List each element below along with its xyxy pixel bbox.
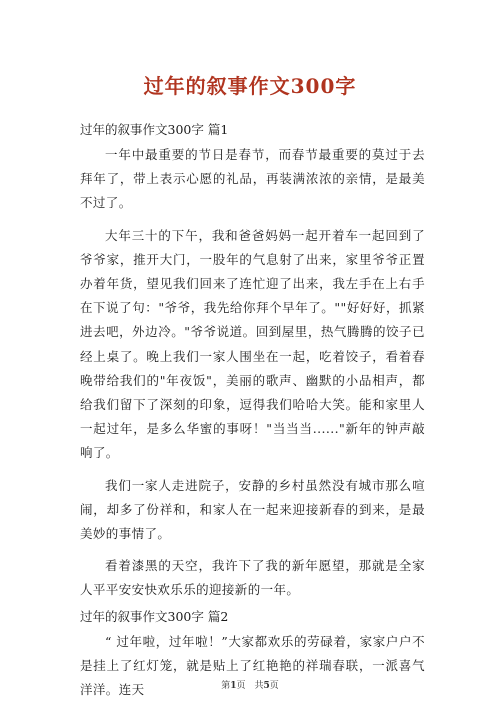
paragraph: “ 过年啦，过年啦！”大家都欢乐的劳碌着，家家户户不是挂上了红灯笼，就是贴上了红艳艳的祥瑞春联，一派喜气洋洋。连天 (80, 633, 425, 698)
section-heading-1: 过年的叙事作文300字 篇1 (80, 122, 229, 137)
document-title: 过年的叙事作文300字 (143, 74, 357, 98)
footer-prefix: 第 (221, 681, 231, 691)
paragraph: 看着漆黑的天空，我许下了我的新年愿望，那就是全家人平平安安快欢乐乐的迎接新的一年。 (80, 558, 425, 598)
paragraph: 一年中最重要的节日是春节，而春节最重要的莫过于去拜年了，带上表示心愿的礼品，再装满浓浓的亲情，是最美不过了。 (80, 147, 425, 211)
footer-middle: 页 共 (236, 681, 264, 691)
paragraph: 大年三十的下午，我和爸爸妈妈一起开着车一起回到了爷爷家，推开大门，一股年的气息射了出来，家里爷爷正置办着年货，望见我们回来了连忙迎了出来，我左手在上右手在下说了句："爷爷，我先给你拜个早年了。""好好好，抓紧进去吧，外边冷。"爷爷说道。回到屋里，热气腾腾的饺子已经上桌了。晚上我们一家人围坐在一起，吃着饺子，看着春晚带给我们的"年夜饭"，美丽的歌声、幽默的小品相声，都给我们留下了深刻的印象，逗得我们哈哈大笑。能和家里人一起过年，是多么华蜜的事呀！"当当当......"新年的钟声敲响了。 (80, 227, 425, 461)
document-body (80, 118, 425, 710)
footer-total-pages: 5 (263, 681, 270, 691)
footer-suffix: 页 (269, 681, 279, 691)
footer-current-page: 1 (230, 681, 237, 691)
page-footer (0, 678, 500, 691)
section-heading-2: 过年的叙事作文300字 篇2 (80, 608, 229, 624)
paragraph: 我们一家人走进院子，安静的乡村虽然没有城市那么喧闹，却多了份祥和，和家人在一起来迎接新春的到来，是最美妙的事情了。 (80, 477, 425, 542)
